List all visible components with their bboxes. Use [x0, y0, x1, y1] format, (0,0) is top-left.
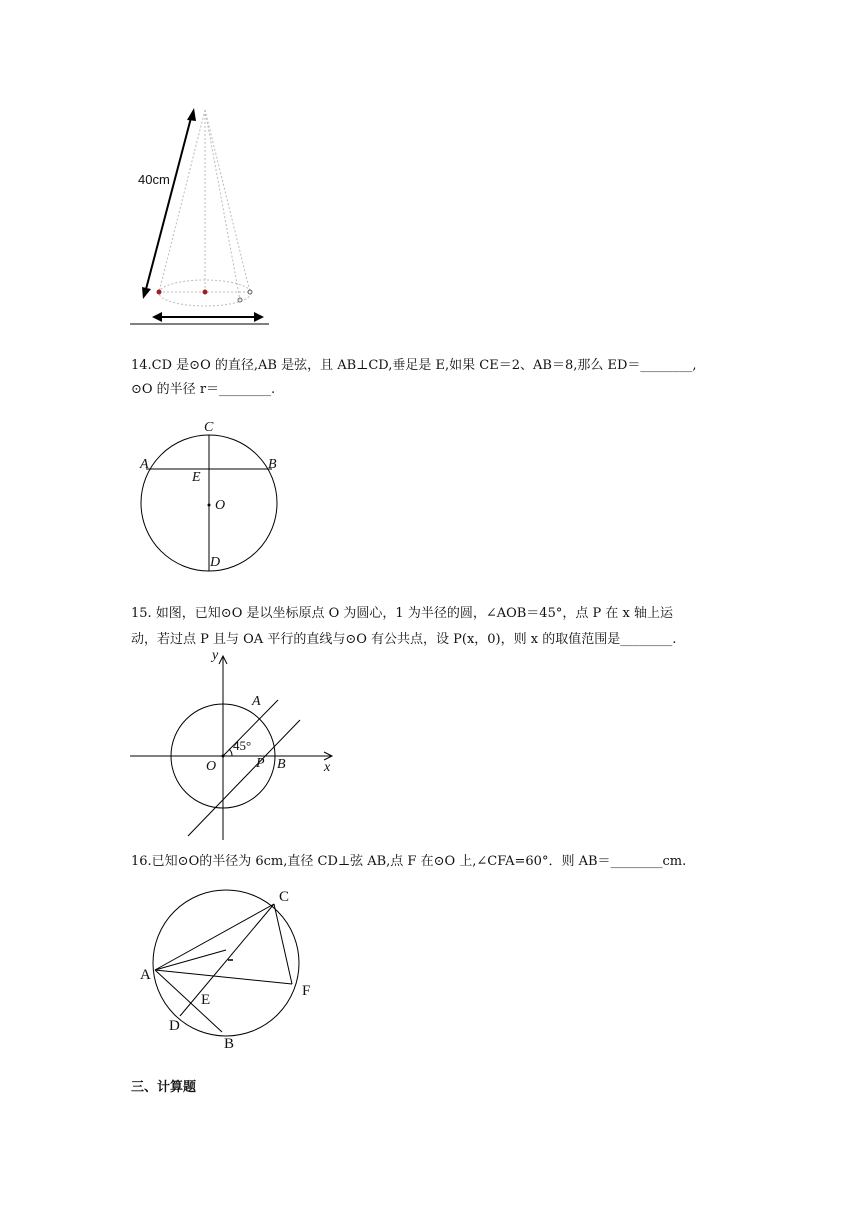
slant-height-label: 40cm [138, 172, 170, 187]
label-c: C [204, 420, 214, 435]
question-14-line-1: 14.CD 是⊙O 的直径,AB 是弦，且 AB⊥CD,垂足是 E,如果 CE＝2、AB＝8,那么 ED＝________, [131, 358, 697, 373]
label-a: A [140, 457, 149, 472]
label-b: B [277, 757, 286, 772]
label-x: x [324, 760, 331, 775]
label-b: B [224, 1036, 235, 1052]
label-o: O [206, 759, 217, 774]
question-15-line-1: 15. 如图，已知⊙O 是以坐标原点 O 为圆心，1 为半径的圆，∠AOB＝45°，点 P 在 x 轴上运 [131, 606, 673, 621]
label-a: A [140, 967, 151, 983]
cone-figure [128, 104, 278, 330]
cone-diagram [128, 104, 278, 330]
label-p: P [256, 756, 265, 771]
label-d: D [169, 1018, 180, 1034]
label-e: E [201, 992, 211, 1008]
circle-chord-figure [136, 420, 286, 580]
circle-triangle-figure [138, 884, 328, 1060]
question-15-line-2: 动，若过点 P 且与 OA 平行的直线与⊙O 有公共点，设 P(x，0)，则 x 的取值范围是________. [131, 632, 677, 647]
label-f: F [302, 983, 311, 999]
angle-label: 45° [233, 738, 252, 753]
coordinate-circle-figure [128, 648, 338, 843]
label-b: B [268, 457, 277, 472]
question-16-line-1: 16.已知⊙O的半径为 6cm,直径 CD⊥弦 AB,点 F 在⊙O 上,∠CFA=60°．则 AB＝________cm. [131, 854, 687, 869]
label-y: y [212, 648, 219, 663]
section-title: 三、计算题 [131, 1080, 197, 1095]
circle-triangle-diagram [138, 884, 328, 1060]
label-e: E [192, 470, 201, 485]
label-a: A [252, 694, 261, 709]
label-c: C [279, 889, 290, 905]
question-14-line-2: ⊙O 的半径 r＝________. [131, 382, 276, 397]
label-d: D [210, 555, 221, 570]
label-o: O [215, 498, 226, 513]
